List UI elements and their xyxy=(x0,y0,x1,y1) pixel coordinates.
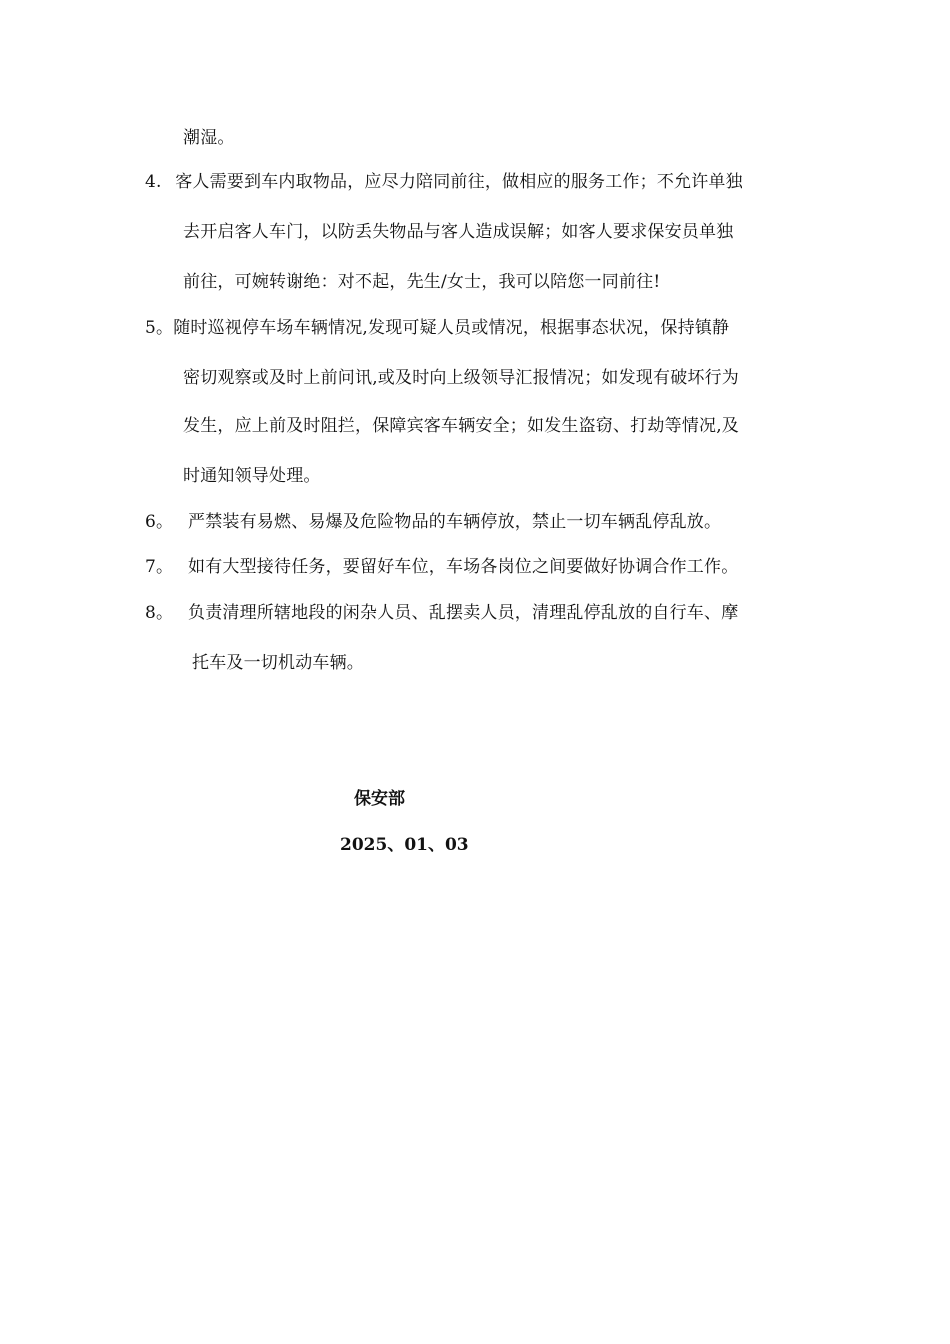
list-item-text: 如有大型接待任务，要留好车位，车场各岗位之间要做好协调合作工作。 xyxy=(188,557,739,577)
list-item-text: 客人需要到车内取物品，应尽力陪同前往，做相应的服务工作；不允许单独 xyxy=(175,172,743,192)
signature-department: 保安部 xyxy=(354,789,405,809)
list-item-number: 7。 xyxy=(145,557,174,577)
list-item-text: 随时巡视停车场车辆情况,发现可疑人员或情况，根据事态状况，保持镇静 xyxy=(173,318,730,338)
list-item-text: 负责清理所辖地段的闲杂人员、乱摆卖人员，清理乱停乱放的自行车、摩 xyxy=(188,603,739,623)
list-item-5-line-1 xyxy=(145,317,729,339)
signature-date: 2025、01、03 xyxy=(340,835,469,855)
list-item-number: 6。 xyxy=(145,512,174,532)
list-item-number: 4. xyxy=(145,172,162,192)
list-item-4-line-1 xyxy=(145,171,743,193)
list-item-8-line-2: 托车及一切机动车辆。 xyxy=(192,653,364,673)
list-item-number: 5。 xyxy=(145,318,174,338)
list-item-5-line-4: 时通知领导处理。 xyxy=(183,466,321,486)
list-item-4-line-3: 前往，可婉转谢绝：对不起，先生/女士，我可以陪您一同前往! xyxy=(183,272,661,292)
list-item-text: 严禁装有易燃、易爆及危险物品的车辆停放，禁止一切车辆乱停乱放。 xyxy=(188,512,722,532)
list-item-7-line-1 xyxy=(145,556,738,578)
continuation-line: 潮湿。 xyxy=(183,128,235,148)
list-item-5-line-3: 发生，应上前及时阻拦，保障宾客车辆安全；如发生盗窃、打劫等情况,及 xyxy=(183,416,740,436)
list-item-number: 8。 xyxy=(145,603,174,623)
list-item-8-line-1 xyxy=(145,602,738,624)
list-item-5-line-2: 密切观察或及时上前问讯,或及时向上级领导汇报情况；如发现有破坏行为 xyxy=(183,368,740,388)
list-item-4-line-2: 去开启客人车门，以防丢失物品与客人造成误解；如客人要求保安员单独 xyxy=(183,222,734,242)
list-item-6-line-1 xyxy=(145,511,721,533)
